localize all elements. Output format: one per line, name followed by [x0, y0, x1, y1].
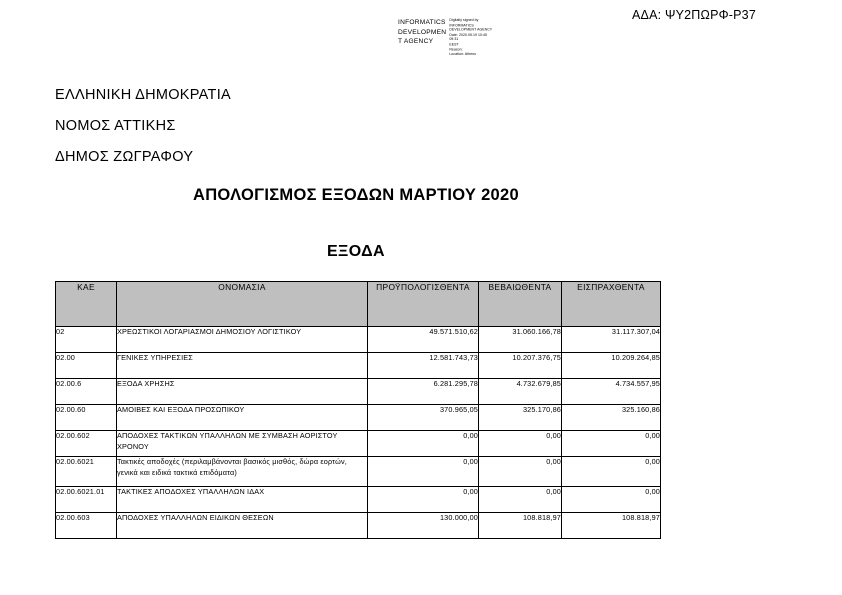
- table-row: [56, 487, 661, 513]
- cell-collected: 4.734.557,95: [562, 379, 661, 405]
- cell-collected: 325.160,86: [562, 405, 661, 431]
- cell-kae: 02.00: [56, 353, 117, 379]
- cell-kae: 02.00.6: [56, 379, 117, 405]
- cell-certified: 31.060.166,78: [479, 327, 562, 353]
- cell-name: ΑΠΟΔΟΧΕΣ ΥΠΑΛΛΗΛΩΝ ΕΙΔΙΚΩΝ ΘΕΣΕΩΝ: [117, 513, 368, 539]
- table-row: [56, 353, 661, 379]
- cell-collected: 0,00: [562, 487, 661, 513]
- cell-certified: 4.732.679,85: [479, 379, 562, 405]
- table-row: [56, 513, 661, 539]
- column-header-budgeted: ΠΡΟΫΠΟΛΟΓΙΣΘΕΝΤΑ: [368, 282, 479, 327]
- cell-budgeted: 130.000,00: [368, 513, 479, 539]
- cell-budgeted: 370.965,05: [368, 405, 479, 431]
- cell-kae: 02: [56, 327, 117, 353]
- column-header-collected: ΕΙΣΠΡΑΧΘΕΝΤΑ: [562, 282, 661, 327]
- cell-collected: 108.818,97: [562, 513, 661, 539]
- cell-certified: 325.170,86: [479, 405, 562, 431]
- expenses-table: [55, 281, 661, 539]
- table-row: [56, 405, 661, 431]
- cell-kae: 02.00.602: [56, 431, 117, 457]
- cell-kae: 02.00.6021.01: [56, 487, 117, 513]
- page-title: ΑΠΟΛΟΓΙΣΜΟΣ ΕΞΟΔΩΝ ΜΑΡΤΙΟΥ 2020: [193, 186, 519, 204]
- cell-collected: 31.117.307,04: [562, 327, 661, 353]
- table-row: [56, 327, 661, 353]
- cell-certified: 0,00: [479, 431, 562, 457]
- cell-name: ΓΕΝΙΚΕΣ ΥΠΗΡΕΣΙΕΣ: [117, 353, 368, 379]
- table-body: [56, 327, 661, 539]
- cell-kae: 02.00.60: [56, 405, 117, 431]
- column-header-kae: ΚΑΕ: [56, 282, 117, 327]
- column-header-certified: ΒΕΒΑΙΩΘΕΝΤΑ: [479, 282, 562, 327]
- authority-line-country: ΕΛΛΗΝΙΚΗ ΔΗΜΟΚΡΑΤΙΑ: [55, 87, 232, 103]
- column-header-name: ΟΝΟΜΑΣΙΑ: [117, 282, 368, 327]
- cell-certified: 0,00: [479, 487, 562, 513]
- authority-line-municipality: ΔΗΜΟΣ ΖΩΓΡΑΦΟΥ: [55, 149, 194, 165]
- cell-budgeted: 0,00: [368, 487, 479, 513]
- cell-certified: 10.207.376,75: [479, 353, 562, 379]
- cell-certified: 0,00: [479, 457, 562, 487]
- cell-name: ΕΞΟΔΑ ΧΡΗΣΗΣ: [117, 379, 368, 405]
- authority-line-prefecture: ΝΟΜΟΣ ΑΤΤΙΚΗΣ: [55, 118, 176, 134]
- cell-name: Τακτικές αποδοχές (περιλαμβάνονται βασικός μισθός, δώρα εορτών, γενικά και ειδικά τακτικά επιδόματα): [117, 457, 368, 487]
- cell-budgeted: 0,00: [368, 457, 479, 487]
- digital-signature-stamp: [398, 17, 523, 57]
- signature-agency-name: INFORMATICS DEVELOPMEN T AGENCY: [398, 19, 447, 46]
- page-subtitle: ΕΞΟΔΑ: [326, 243, 386, 260]
- signature-details-text: Digitally signed by INFORMATICS DEVELOPMENT AGENCY Date: 2020.05.19 10:45 09:31 EEST Reason: Location: Athens: [449, 18, 493, 57]
- expenses-table-container: [55, 281, 660, 539]
- cell-budgeted: 6.281.295,78: [368, 379, 479, 405]
- table-row: [56, 431, 661, 457]
- cell-collected: 0,00: [562, 431, 661, 457]
- cell-name: ΧΡΕΩΣΤΙΚΟΙ ΛΟΓΑΡΙΑΣΜΟΙ ΔΗΜΟΣΙΟΥ ΛΟΓΙΣΤΙΚΟΥ: [117, 327, 368, 353]
- cell-collected: 0,00: [562, 457, 661, 487]
- ada-code-label: ΑΔΑ: ΨΥ2ΠΩΡΦ-Ρ37: [632, 8, 756, 22]
- cell-kae: 02.00.603: [56, 513, 117, 539]
- cell-collected: 10.209.264,85: [562, 353, 661, 379]
- cell-name: ΑΜΟΙΒΕΣ ΚΑΙ ΕΞΟΔΑ ΠΡΟΣΩΠΙΚΟΥ: [117, 405, 368, 431]
- table-header: [56, 282, 661, 327]
- cell-budgeted: 49.571.510,62: [368, 327, 479, 353]
- cell-name: ΑΠΟΔΟΧΕΣ ΤΑΚΤΙΚΩΝ ΥΠΑΛΛΗΛΩΝ ΜΕ ΣΥΜΒΑΣΗ ΑΟΡΙΣΤΟΥ ΧΡΟΝΟΥ: [117, 431, 368, 457]
- table-row: [56, 457, 661, 487]
- cell-kae: 02.00.6021: [56, 457, 117, 487]
- cell-certified: 108.818,97: [479, 513, 562, 539]
- table-header-row: [56, 282, 661, 327]
- cell-budgeted: 0,00: [368, 431, 479, 457]
- cell-budgeted: 12.581.743,73: [368, 353, 479, 379]
- table-row: [56, 379, 661, 405]
- cell-name: ΤΑΚΤΙΚΕΣ ΑΠΟΔΟΧΕΣ ΥΠΑΛΛΗΛΩΝ ΙΔΑΧ: [117, 487, 368, 513]
- authority-heading-block: [55, 80, 455, 173]
